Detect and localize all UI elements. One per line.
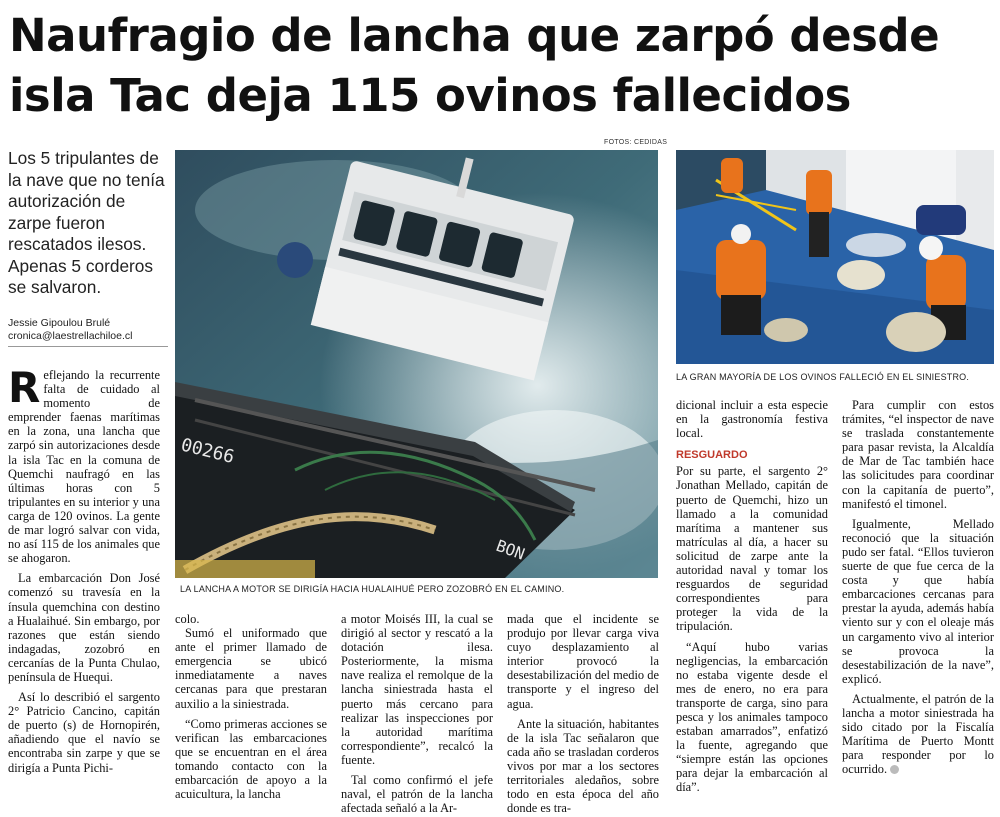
side-photo-rescued-sheep: [676, 150, 994, 364]
body-column-2: [175, 612, 327, 801]
body-paragraph: dicional incluir a esta especie en la gastronomía festiva local.: [676, 398, 828, 441]
body-column-6: [842, 398, 994, 776]
headline-line-2: isla Tac deja 115 ovinos fallecidos: [9, 69, 851, 122]
body-column-3: [341, 612, 493, 815]
end-of-article-icon: [890, 765, 899, 774]
hull-registration-number: 00266: [178, 434, 237, 468]
lead-paragraph-text: eflejando la recurrente falta de cuidado al momento de emprender faenas marítimas en la zona, una lancha que zarpó sin autorizaciones desde la isla Tac en la comuna de Quemchi naufragó en las últimas horas con 5 tripulantes en su interior y una carga de 120 ovinos. La gente de mar logró salvar con vida, no así 115 de los animales que se ahogaron.: [8, 368, 160, 566]
hull-name-text: BON: [493, 535, 528, 564]
body-paragraph: [842, 692, 994, 777]
body-paragraph: Para cumplir con estos trámites, “el inspector de nave se traslada constantemente para pasar revista, la Alcaldía de Mar de Tac también hace las solicitudes para coordinar con la capitanía de puerto”, manifestó el timonel.: [842, 398, 994, 511]
body-paragraph: Sumó el uniformado que ante el primer llamado de emergencia se ubicó inmediatamente a naves cercanas para que prestaran auxilio a la siniestrada.: [175, 626, 327, 711]
body-paragraph: “Aquí hubo varias negligencias, la embarcación no estaba vigente desde el mes de enero, no era para transporte de carga, sino para pesca y los animales tampoco estaban amarrados”, enfatizó la fuente, agregando que “siempre están las opciones para dejar la embarcación al día”.: [676, 639, 828, 795]
section-subhead: RESGUARDO: [676, 449, 748, 462]
photo-credit: FOTOS: CEDIDAS: [604, 139, 668, 146]
body-paragraph: Igualmente, Mellado reconoció que la situación pudo ser fatal. “Ellos tuvieron suerte de que fue cerca de la costa y que había embarcaciones cercanas para prestar la ayuda, además había viento sur y con el oleaje más un cargamento vivo al interior se provoca la desestabilización de la nave”, explicó.: [842, 516, 994, 686]
body-paragraph: Así lo describió el sargento 2° Patricio Cancino, capitán de puerto (s) de Hornopirén, añadiendo que el navío se encontraba sin zarpe y que se dirigía a Punta Pichi-: [8, 690, 160, 775]
closing-paragraph-text: Actualmente, el patrón de la lancha a motor siniestrada ha sido citado por la Fiscalía Marítima de Puerto Montt para responder por lo ocurrido.: [842, 691, 994, 777]
byline-divider: [8, 346, 168, 347]
body-paragraph: “Como primeras acciones se verifican las embarcaciones que se encuentran en el área tomando contacto con la embarcación de apoyo a la acuicultura, la lancha: [175, 716, 327, 802]
capsized-boat-illustration: [175, 150, 658, 578]
byline-author: Jessie Gipoulou Brulé: [8, 317, 111, 329]
byline-email: cronica@laestrellachiloe.cl: [8, 330, 133, 342]
body-column-5: [676, 398, 828, 795]
headline: [9, 6, 994, 126]
body-paragraph: Tal como confirmó el jefe naval, el patrón de la lancha afectada señaló a la Ar-: [341, 773, 493, 816]
body-paragraph: [8, 363, 160, 566]
body-column-4: [507, 612, 659, 815]
body-column-1: [8, 363, 160, 775]
deck-summary: Los 5 tripulantes de la nave que no tenía autorización de zarpe fueron rescatados ilesos. Apenas 5 corderos se salvaron.: [8, 148, 165, 297]
body-paragraph: mada que el incidente se produjo por llevar carga viva cuyo desplazamiento al interior provocó la desestabilización del medio de transporte y el ingreso del agua.: [507, 612, 659, 711]
side-photo-caption: LA GRAN MAYORÍA DE LOS OVINOS FALLECIÓ EN EL SINIESTRO.: [676, 372, 970, 382]
main-photo-capsized-boat: [175, 150, 658, 578]
main-photo-caption: LA LANCHA A MOTOR SE DIRIGÍA HACIA HUALAIHUÉ PERO ZOZOBRÓ EN EL CAMINO.: [180, 584, 565, 594]
headline-line-1: Naufragio de lancha que zarpó desde: [9, 9, 940, 62]
body-paragraph: Ante la situación, habitantes de la isla Tac señalaron que cada año se trasladan corderos vivos por mar a los sectores territoriales aledaños, sobre todo en esta época del año donde es tra-: [507, 716, 659, 816]
body-paragraph: colo.: [175, 612, 200, 626]
body-paragraph: Por su parte, el sargento 2° Jonathan Mellado, capitán de puerto de Quemchi, hizo un llamado a la comunidad marítima a mantener sus matrículas al día, a hacer su solicitud de zarpe ante la autoridad naval y tomar los resguardos de seguridad correspondientes para proteger la vida de la tripulación.: [676, 464, 828, 634]
body-paragraph: a motor Moisés III, la cual se dirigió al sector y rescató a la dotación ilesa. Posteriormente, la misma nave realiza el remolque de la lancha siniestrada hasta el puerto más cercano para realizar las inspecciones por la autoridad marítima correspondiente”, recalcó la fuente.: [341, 612, 493, 767]
body-paragraph: La embarcación Don José comenzó su travesía en la ínsula quemchina con destino a Hualaihué. Sin embargo, por razones que están siendo indagadas, zozobró en cercanías de la Punta Chulao, península de Huequi.: [8, 571, 160, 684]
rescued-sheep-illustration: [676, 150, 994, 364]
dropcap-letter: R: [8, 363, 41, 412]
